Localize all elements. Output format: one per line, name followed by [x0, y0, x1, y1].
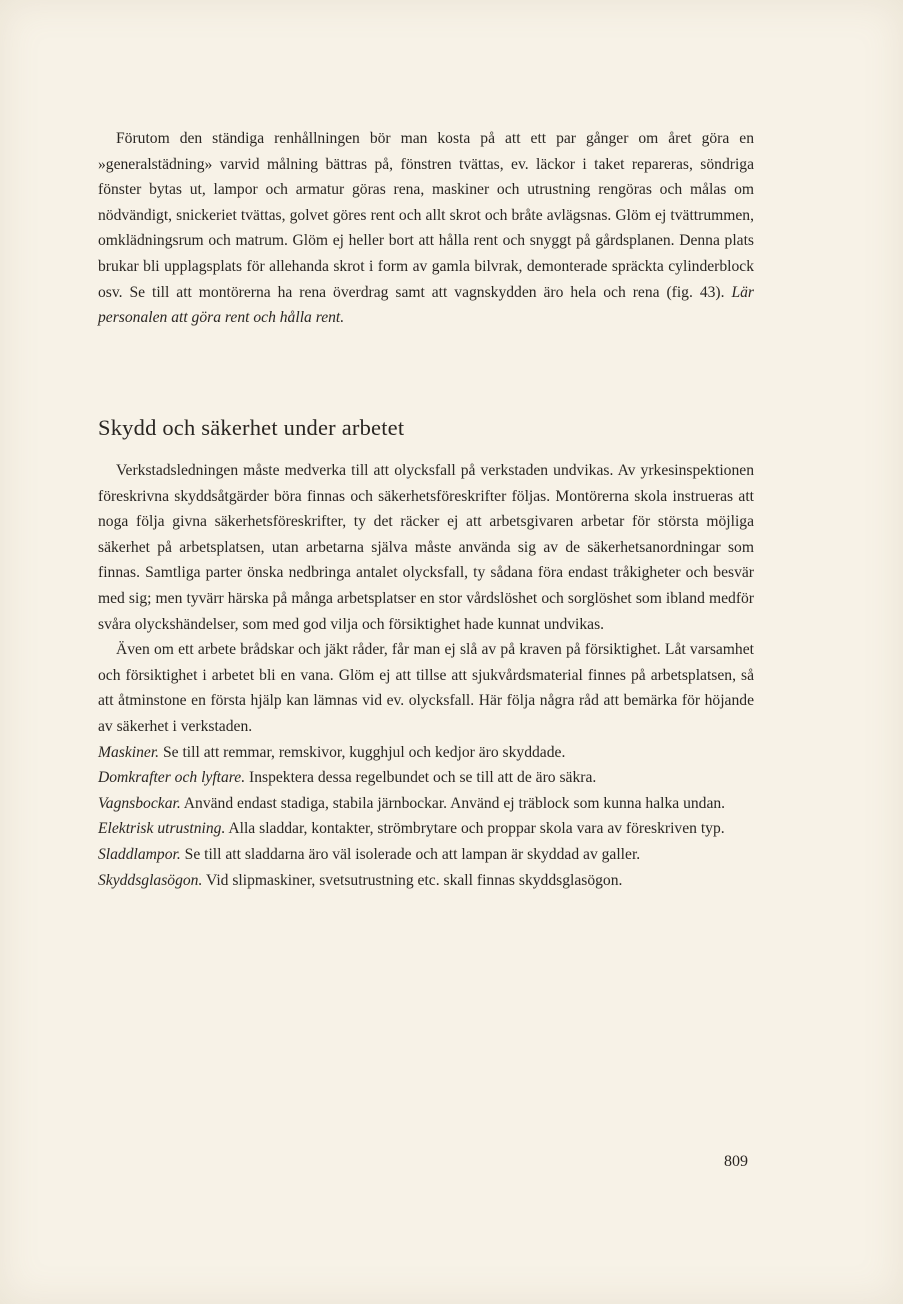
safety-item-term: Skyddsglasögon.: [98, 871, 203, 889]
safety-item-text: Se till att remmar, remskivor, kugghjul och kedjor äro skyddade.: [159, 743, 566, 761]
safety-item-text: Alla sladdar, kontakter, strömbrytare och proppar skola vara av föreskriven typ.: [225, 820, 725, 838]
safety-item-term: Domkrafter och lyftare.: [98, 769, 246, 787]
section-body: [98, 458, 754, 893]
page-number: 809: [724, 1153, 748, 1170]
safety-item-lamps: [98, 842, 754, 868]
safety-item-electrical: [98, 816, 754, 842]
section-paragraph-1: Verkstadsledningen måste medverka till att olycksfall på verkstaden undvikas. Av yrkesinspektionen föreskrivna skyddsåtgärder böra finnas och säkerhetsföreskrifter följas. Montörerna skola instrueras att noga följa givna säkerhetsföreskrifter, ty det räcker ej att arbetsgivaren arbetar för största möjliga säkerhet på arbetsplatsen, utan arbetarna själva måste använda sig av de säkerhetsanordningar som finnas. Samtliga parter önska nedbringa antalet olycksfall, ty sådana föra endast tråkigheter och besvär med sig; men tyvärr härska på många arbetsplatser en stor vårdslöshet och sorglöshet som ibland medför svåra olyckshändelser, som med god vilja och försiktighet hade kunnat undvikas.: [98, 462, 754, 633]
section-paragraph-2: Även om ett arbete brådskar och jäkt råder, får man ej slå av på kraven på försiktighet. Låt varsamhet och försiktighet i arbetet bli en vana. Glöm ej att tillse att sjukvårdsmaterial finnes på arbetsplatsen, så att åtminstone en första hjälp kan lämnas vid ev. olycksfall. Här följa några råd att bemärka för höjande av säkerhet i verkstaden.: [98, 641, 754, 735]
intro-emphasis-text: Lär personalen att göra rent och hålla rent.: [98, 283, 754, 327]
safety-item-stands: [98, 791, 754, 817]
safety-item-text: Se till att sladdarna äro väl isolerade och att lampan är skyddad av galler.: [180, 845, 641, 863]
safety-item-term: Elektrisk utrustning.: [98, 820, 226, 838]
safety-item-term: Vagnsbockar.: [98, 794, 181, 812]
safety-item-jacks: [98, 765, 754, 791]
intro-body-text: Förutom den ständiga renhållningen bör man kosta på att ett par gånger om året göra en »generalstädning» varvid målning bättras på, fönstren tvättas, ev. läckor i taket repareras, söndriga fönster bytas ut, lampor och armatur göras rena, maskiner och utrustning rengöras och målas om nödvändigt, snickeriet tvättas, golvet göres rent och allt skrot och bråte avlägsnas. Glöm ej tvättrummen, omklädningsrum och matrum. Glöm ej heller bort att hålla rent och snyggt på gårdsplanen. Denna plats brukar bli upplagsplats för allehanda skrot i form av gamla bilvrak, demonterade spräckta cylinderblock osv. Se till att montörerna ha rena överdrag samt att vagnskydden äro hela och rena (fig. 43).: [98, 130, 754, 301]
safety-item-text: Inspektera dessa regelbundet och se till att de äro säkra.: [245, 769, 597, 787]
safety-item-goggles: [98, 868, 754, 894]
safety-item-term: Sladdlampor.: [98, 845, 181, 863]
safety-item-text: Använd endast stadiga, stabila järnbockar. Använd ej träblock som kunna halka undan.: [180, 794, 726, 812]
safety-item-text: Vid slipmaskiner, svetsutrustning etc. skall finnas skyddsglasögon.: [202, 871, 623, 889]
safety-item-term: Maskiner.: [98, 743, 160, 761]
intro-paragraph: [98, 126, 754, 331]
section-heading: Skydd och säkerhet under arbetet: [98, 415, 405, 440]
safety-item-machines: [98, 740, 754, 766]
